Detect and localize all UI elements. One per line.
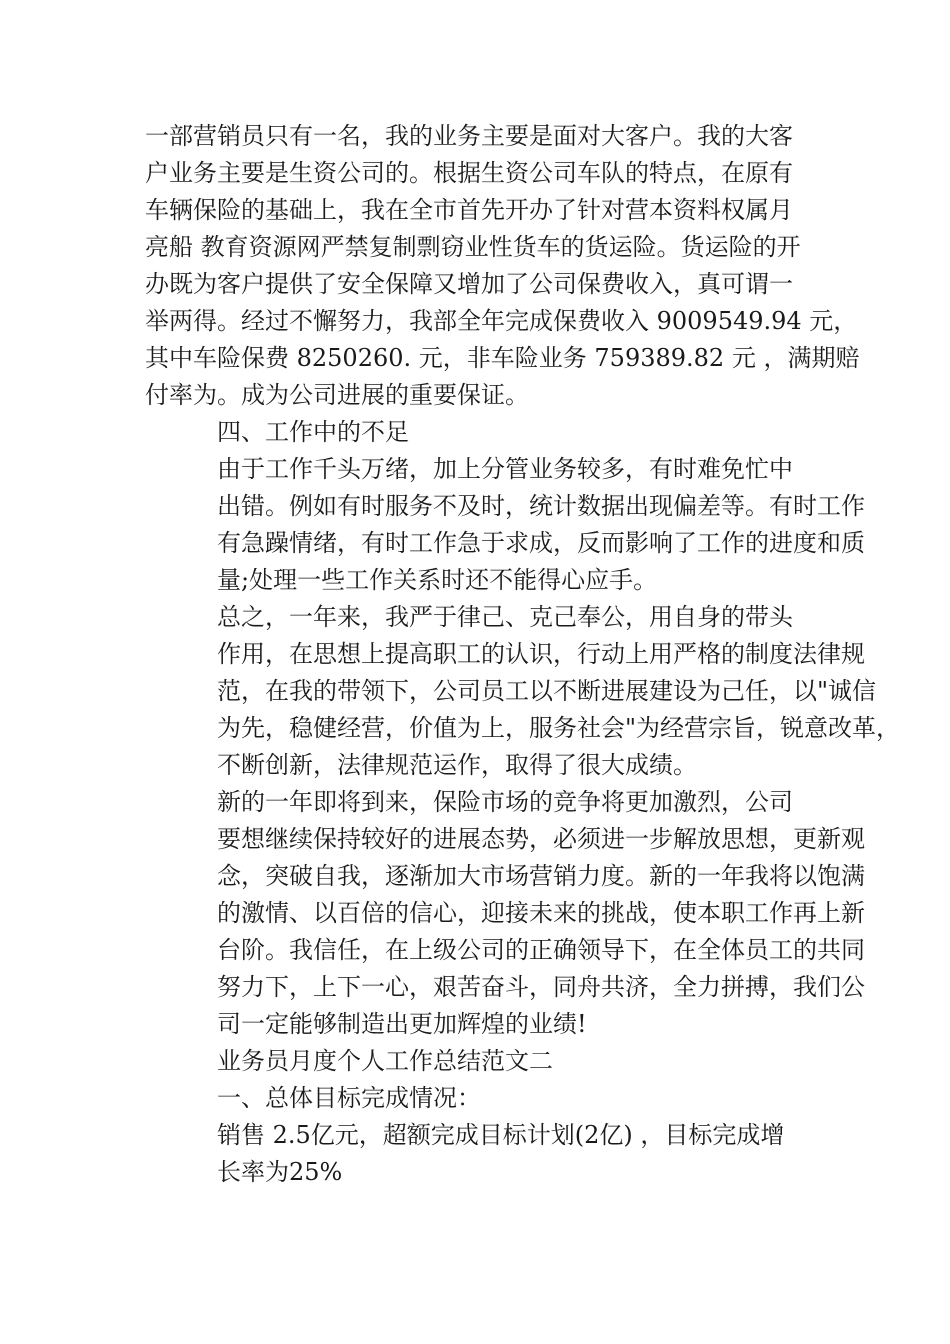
text-line: 举两得。经过不懈努力，我部全年完成保费收入 9009549.94 元， [145, 307, 858, 335]
text-line: 亮船 教育资源网严禁复制剽窃业性货车的货运险。货运险的开 [145, 233, 801, 261]
text-line: 其中车险保费 8250260. 元，非车险业务 759389.82 元 ，满期赔 [145, 344, 860, 372]
text-line: 量;处理一些工作关系时还不能得心应手。 [217, 566, 658, 594]
text-line: 努力下，上下一心，艰苦奋斗，同舟共济，全力拼搏，我们公 [217, 973, 865, 1001]
paragraph [145, 118, 860, 414]
paragraph [145, 1080, 820, 1117]
paragraph [145, 414, 820, 451]
text-line: 长率为25% [217, 1158, 343, 1186]
text-line: 要想继续保持较好的进展态势，必须进一步解放思想，更新观 [217, 825, 865, 853]
text-line: 办既为客户提供了安全保障又增加了公司保费收入，真可谓一 [145, 270, 793, 298]
text-line: 业务员月度个人工作总结范文二 [217, 1047, 553, 1075]
paragraph [145, 1117, 820, 1191]
paragraph [145, 599, 901, 784]
paragraph [145, 451, 865, 599]
text-line: 出错。例如有时服务不及时，统计数据出现偏差等。有时工作 [217, 492, 865, 520]
document-body [145, 118, 901, 1191]
text-line: 有急躁情绪，有时工作急于求成，反而影响了工作的进度和质 [217, 529, 865, 557]
text-line: 作用，在思想上提高职工的认识，行动上用严格的制度法律规 [217, 640, 865, 668]
text-line: 新的一年即将到来，保险市场的竞争将更加激烈，公司 [217, 788, 793, 816]
text-line: 户业务主要是生资公司的。根据生资公司车队的特点，在原有 [145, 159, 793, 187]
text-line: 范，在我的带领下，公司员工以不断进展建设为己任，以"诚信 [217, 677, 877, 705]
text-line: 付率为。成为公司进展的重要保证。 [145, 381, 529, 409]
text-line: 由于工作千头万绪，加上分管业务较多，有时难免忙中 [217, 455, 793, 483]
text-line: 一、总体目标完成情况： [217, 1084, 481, 1112]
text-line: 台阶。我信任，在上级公司的正确领导下，在全体员工的共同 [217, 936, 865, 964]
text-line: 不断创新，法律规范运作，取得了很大成绩。 [217, 751, 697, 779]
text-line: 销售 2.5亿元，超额完成目标计划(2亿) ，目标完成增 [217, 1121, 785, 1149]
paragraph [145, 1043, 820, 1080]
text-line: 四、工作中的不足 [217, 418, 409, 446]
text-line: 车辆保险的基础上，我在全市首先开办了针对营本资料权属月 [145, 196, 793, 224]
paragraph [145, 784, 865, 1043]
text-line: 司一定能够制造出更加辉煌的业绩! [217, 1010, 587, 1038]
text-line: 一部营销员只有一名，我的业务主要是面对大客户。我的大客 [145, 122, 793, 150]
text-line: 为先，稳健经营，价值为上，服务社会"为经营宗旨，锐意改革， [217, 714, 901, 742]
text-line: 的激情、以百倍的信心，迎接未来的挑战，使本职工作再上新 [217, 899, 865, 927]
text-line: 总之，一年来，我严于律己、克己奉公，用自身的带头 [217, 603, 793, 631]
text-line: 念，突破自我，逐渐加大市场营销力度。新的一年我将以饱满 [217, 862, 865, 890]
